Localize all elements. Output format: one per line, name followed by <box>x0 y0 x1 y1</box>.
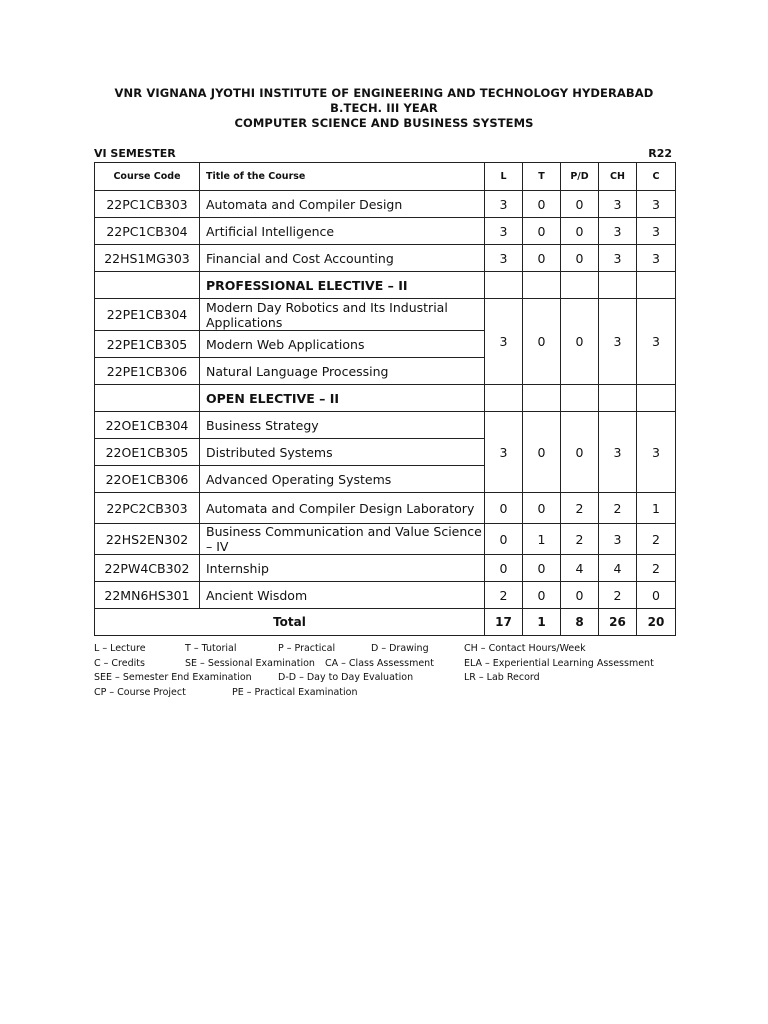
legend-item: D-D – Day to Day Evaluation <box>278 672 414 683</box>
course-title: Advanced Operating Systems <box>200 466 485 493</box>
cell-pd: 0 <box>561 191 599 218</box>
branch-name: COMPUTER SCIENCE AND BUSINESS SYSTEMS <box>234 116 534 130</box>
legend-row <box>94 642 694 657</box>
table-header-row <box>95 163 676 191</box>
course-title: Automata and Compiler Design <box>200 191 485 218</box>
cell-pd: 0 <box>561 245 599 272</box>
cell-l: 0 <box>485 524 523 555</box>
empty-cell <box>561 385 599 412</box>
regulation-label: R22 <box>648 147 672 160</box>
empty-cell <box>95 272 200 299</box>
header-ch: CH <box>599 163 637 191</box>
institute-name: VNR VIGNANA JYOTHI INSTITUTE OF ENGINEERING AND TECHNOLOGY HYDERABAD <box>114 86 654 100</box>
cell-c: 3 <box>637 245 676 272</box>
cell-pd: 4 <box>561 555 599 582</box>
header-pd: P/D <box>561 163 599 191</box>
table-row <box>95 191 676 218</box>
cell-c: 3 <box>637 191 676 218</box>
cell-c: 3 <box>637 218 676 245</box>
cell-t: 0 <box>523 555 561 582</box>
legend-item: D – Drawing <box>371 643 429 654</box>
cell-t: 0 <box>523 299 561 385</box>
cell-pd: 2 <box>561 493 599 524</box>
legend-row <box>94 686 694 701</box>
legend-item: SEE – Semester End Examination <box>94 672 252 683</box>
empty-cell <box>637 385 676 412</box>
program-name: B.TECH. III YEAR <box>330 101 438 115</box>
empty-cell <box>523 272 561 299</box>
course-code: 22PW4CB302 <box>95 555 200 582</box>
course-table <box>94 162 676 636</box>
table-row <box>95 245 676 272</box>
cell-ch: 2 <box>599 493 637 524</box>
abbreviation-legend <box>94 642 694 700</box>
semester-label: VI SEMESTER <box>94 147 176 160</box>
course-title: Business Communication and Value Science – IV <box>200 524 485 555</box>
cell-c: 3 <box>637 412 676 493</box>
total-ch: 26 <box>599 609 637 636</box>
course-code: 22OE1CB305 <box>95 439 200 466</box>
course-code: 22HS1MG303 <box>95 245 200 272</box>
course-title: Internship <box>200 555 485 582</box>
empty-cell <box>561 272 599 299</box>
cell-l: 3 <box>485 191 523 218</box>
header-c: C <box>637 163 676 191</box>
course-title: Natural Language Processing <box>200 358 485 385</box>
course-title: Financial and Cost Accounting <box>200 245 485 272</box>
cell-ch: 3 <box>599 191 637 218</box>
empty-cell <box>485 385 523 412</box>
legend-item: CP – Course Project <box>94 686 186 698</box>
legend-row <box>94 657 694 672</box>
cell-l: 3 <box>485 299 523 385</box>
cell-c: 2 <box>637 555 676 582</box>
course-title: Business Strategy <box>200 412 485 439</box>
empty-cell <box>637 272 676 299</box>
cell-pd: 2 <box>561 524 599 555</box>
course-code: 22PC1CB303 <box>95 191 200 218</box>
cell-l: 3 <box>485 218 523 245</box>
cell-t: 1 <box>523 524 561 555</box>
cell-c: 2 <box>637 524 676 555</box>
course-title: Automata and Compiler Design Laboratory <box>200 493 485 524</box>
cell-l: 2 <box>485 582 523 609</box>
cell-l: 0 <box>485 555 523 582</box>
cell-ch: 3 <box>599 524 637 555</box>
course-code: 22PC2CB303 <box>95 493 200 524</box>
section-row-professional-elective <box>95 272 676 299</box>
legend-item: LR – Lab Record <box>464 672 540 683</box>
table-row <box>95 299 676 331</box>
course-code: 22HS2EN302 <box>95 524 200 555</box>
cell-ch: 4 <box>599 555 637 582</box>
course-code: 22PE1CB305 <box>95 331 200 358</box>
course-title: Ancient Wisdom <box>200 582 485 609</box>
cell-pd: 0 <box>561 218 599 245</box>
table-row <box>95 493 676 524</box>
course-code: 22MN6HS301 <box>95 582 200 609</box>
course-title: Artificial Intelligence <box>200 218 485 245</box>
cell-ch: 3 <box>599 412 637 493</box>
total-t: 1 <box>523 609 561 636</box>
legend-row <box>94 671 694 686</box>
total-row <box>95 609 676 636</box>
header-l: L <box>485 163 523 191</box>
legend-item: SE – Sessional Examination <box>185 657 315 669</box>
cell-t: 0 <box>523 582 561 609</box>
cell-t: 0 <box>523 493 561 524</box>
legend-item: L – Lecture <box>94 643 146 654</box>
cell-l: 3 <box>485 412 523 493</box>
legend-item: PE – Practical Examination <box>232 686 358 698</box>
total-l: 17 <box>485 609 523 636</box>
section-row-open-elective <box>95 385 676 412</box>
course-code: 22OE1CB306 <box>95 466 200 493</box>
cell-ch: 3 <box>599 245 637 272</box>
document-header <box>0 86 768 131</box>
cell-l: 0 <box>485 493 523 524</box>
cell-ch: 3 <box>599 218 637 245</box>
cell-pd: 0 <box>561 582 599 609</box>
header-title: Title of the Course <box>200 163 485 191</box>
empty-cell <box>95 385 200 412</box>
legend-item: T – Tutorial <box>185 643 237 654</box>
cell-pd: 0 <box>561 412 599 493</box>
cell-c: 1 <box>637 493 676 524</box>
cell-ch: 2 <box>599 582 637 609</box>
legend-item: CA – Class Assessment <box>325 657 434 669</box>
course-code: 22OE1CB304 <box>95 412 200 439</box>
table-row <box>95 582 676 609</box>
semester-line <box>94 147 672 161</box>
course-title: Modern Web Applications <box>200 331 485 358</box>
table-row <box>95 412 676 439</box>
empty-cell <box>523 385 561 412</box>
legend-item: CH – Contact Hours/Week <box>464 643 586 654</box>
open-elective-heading: OPEN ELECTIVE – II <box>200 385 485 412</box>
cell-c: 0 <box>637 582 676 609</box>
table-row <box>95 524 676 555</box>
cell-ch: 3 <box>599 299 637 385</box>
legend-item: P – Practical <box>278 643 336 654</box>
cell-t: 0 <box>523 412 561 493</box>
table-row <box>95 555 676 582</box>
empty-cell <box>599 385 637 412</box>
table-row <box>95 218 676 245</box>
course-code: 22PC1CB304 <box>95 218 200 245</box>
course-code: 22PE1CB304 <box>95 299 200 331</box>
legend-item: ELA – Experiential Learning Assessment <box>464 657 654 669</box>
cell-pd: 0 <box>561 299 599 385</box>
professional-elective-heading: PROFESSIONAL ELECTIVE – II <box>200 272 485 299</box>
header-course-code: Course Code <box>95 163 200 191</box>
cell-t: 0 <box>523 191 561 218</box>
empty-cell <box>485 272 523 299</box>
empty-cell <box>599 272 637 299</box>
legend-item: C – Credits <box>94 657 145 669</box>
cell-l: 3 <box>485 245 523 272</box>
course-title: Modern Day Robotics and Its Industrial Applications <box>200 299 485 331</box>
cell-t: 0 <box>523 245 561 272</box>
header-t: T <box>523 163 561 191</box>
total-label: Total <box>95 609 485 636</box>
total-pd: 8 <box>561 609 599 636</box>
total-c: 20 <box>637 609 676 636</box>
course-title: Distributed Systems <box>200 439 485 466</box>
cell-t: 0 <box>523 218 561 245</box>
course-code: 22PE1CB306 <box>95 358 200 385</box>
cell-c: 3 <box>637 299 676 385</box>
